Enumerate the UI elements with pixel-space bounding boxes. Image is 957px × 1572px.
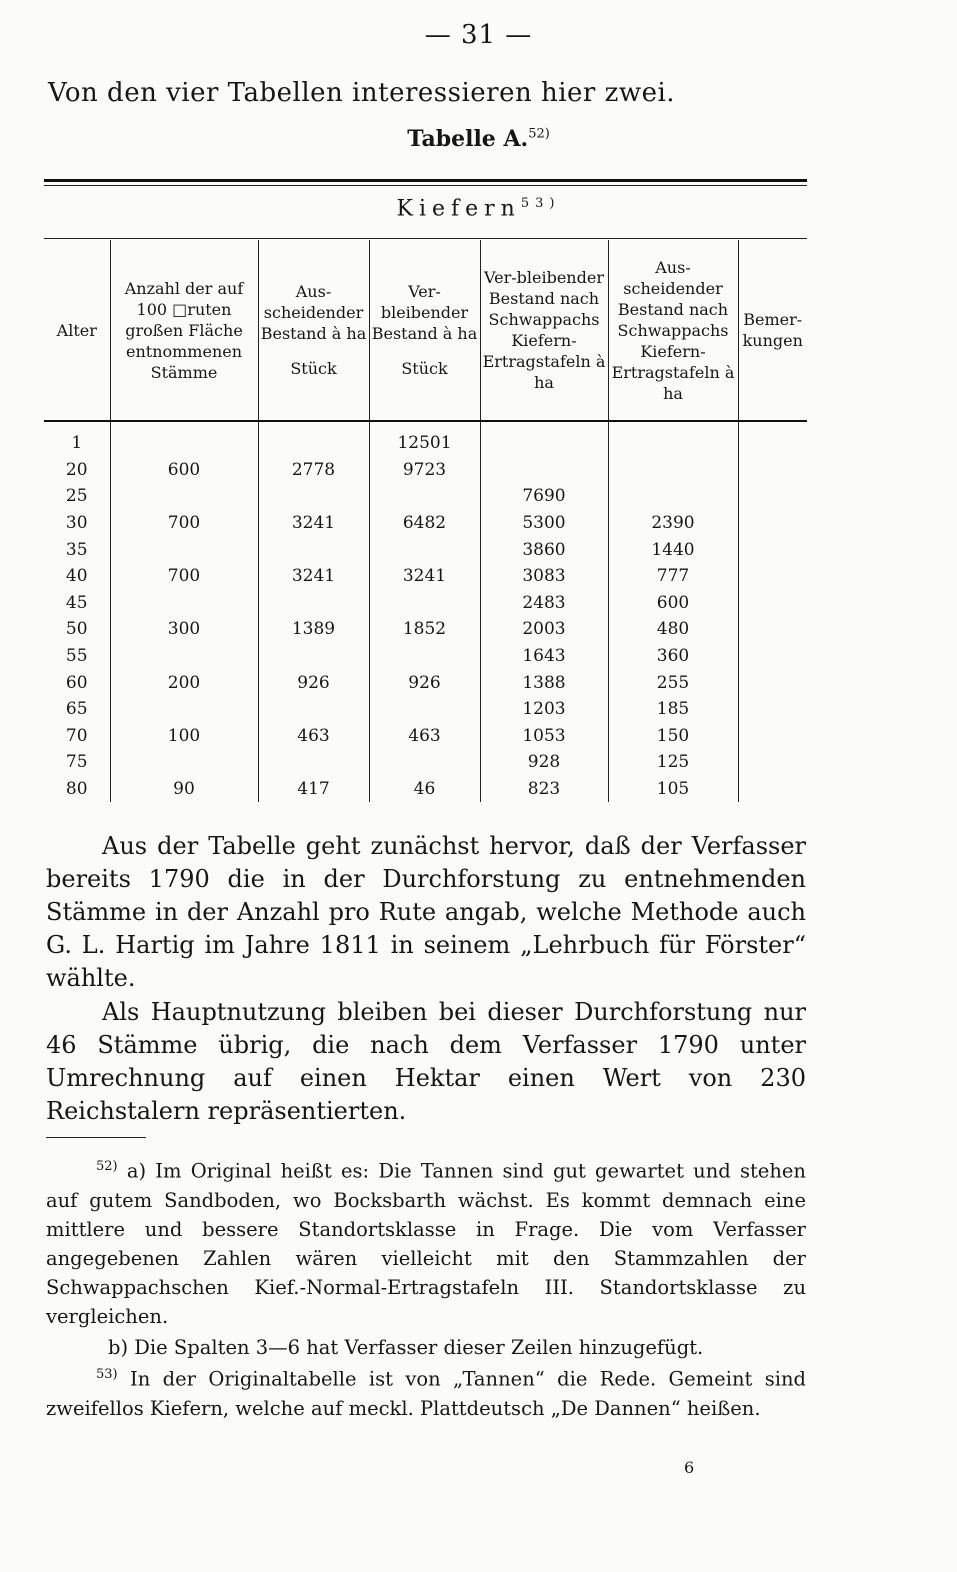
table-cell: 700 — [110, 563, 258, 590]
table-cell: 1440 — [608, 536, 738, 563]
table-cell — [369, 696, 480, 723]
table-body — [44, 421, 807, 802]
table-cell: 463 — [369, 723, 480, 750]
table-row — [44, 421, 807, 457]
col-header-removed-stock-unit: Stück — [290, 359, 337, 378]
table-cell — [738, 643, 807, 670]
signature-mark: 6 — [684, 1458, 695, 1477]
table-cell: 300 — [110, 616, 258, 643]
paragraph — [46, 996, 806, 1128]
table-cell: 3083 — [480, 563, 608, 590]
table-cell: 6482 — [369, 510, 480, 537]
table-cell — [110, 696, 258, 723]
table-cell — [738, 483, 807, 510]
table-cell — [110, 421, 258, 457]
table-cell: 55 — [65, 646, 88, 667]
page-number: — 31 — — [424, 20, 533, 50]
table-cell — [480, 457, 608, 484]
table-cell — [110, 536, 258, 563]
table-cell — [738, 669, 807, 696]
table-row — [44, 483, 807, 510]
table-cell: 926 — [369, 669, 480, 696]
table-cell: 12501 — [369, 421, 480, 457]
table-cell: 1389 — [258, 616, 369, 643]
table-cell — [258, 643, 369, 670]
table-cell — [110, 590, 258, 617]
data-table — [44, 240, 807, 802]
table-cell: 9723 — [369, 457, 480, 484]
table-title-ref: 52) — [528, 126, 550, 142]
table-cell — [369, 483, 480, 510]
footnote — [46, 1333, 806, 1362]
table-cell: 75 — [65, 752, 88, 773]
table-cell: 105 — [608, 776, 738, 803]
table-cell — [738, 696, 807, 723]
table-cell: 1388 — [480, 669, 608, 696]
table-cell: 3241 — [369, 563, 480, 590]
table-cell: 20 — [65, 459, 88, 480]
paragraph-text: Als Hauptnutzung bleiben bei dieser Durchforstung nur 46 Stämme übrig, die nach dem Verfasser 1790 unter Umrechnung auf einen Hektar einen Wert von 230 Reichstalern repräsentierten. — [46, 998, 806, 1125]
table-cell: 60 — [65, 672, 88, 693]
table-cell: 30 — [65, 513, 88, 534]
table-cell: 2390 — [608, 510, 738, 537]
footnote — [46, 1360, 806, 1423]
table-cell: 3241 — [258, 563, 369, 590]
table-cell: 40 — [65, 566, 88, 587]
table-title-text: Tabelle A. — [407, 126, 529, 152]
table-cell — [258, 536, 369, 563]
table-row — [44, 510, 807, 537]
footnote-ref: 52) — [96, 1159, 118, 1174]
header-top-rule — [44, 238, 807, 239]
table-cell: 50 — [65, 619, 88, 640]
table-cell — [258, 483, 369, 510]
table-cell: 1053 — [480, 723, 608, 750]
intro-sentence: Von den vier Tabellen interessieren hier zwei. — [48, 78, 676, 108]
table-cell: 3241 — [258, 510, 369, 537]
table-cell: 1 — [71, 433, 83, 454]
table-cell: 700 — [110, 510, 258, 537]
table-cell: 1203 — [480, 696, 608, 723]
table-title — [0, 126, 957, 152]
col-header-remaining-stock — [369, 240, 480, 421]
table-cell: 1852 — [369, 616, 480, 643]
table-cell: 125 — [608, 749, 738, 776]
table-row — [44, 590, 807, 617]
table-top-rule-thin — [44, 185, 807, 186]
table-cell: 3860 — [480, 536, 608, 563]
table-cell: 46 — [369, 776, 480, 803]
footnote-text: a) Im Original heißt es: Die Tannen sind gut gewartet und stehen auf gutem Sandboden, wo Bocksbarth wächst. Es kommt demnach eine mittlere und bessere Standortsklasse in Frage. Die vom Verfasser angegebenen Zahlen wären vielleicht mit den Stammzahlen der Schwappachschen Kief.-Normal-Ertragstafeln III. Standortsklasse zu vergleichen. — [46, 1159, 806, 1328]
table-cell — [608, 421, 738, 457]
table-cell — [738, 536, 807, 563]
col-header-schwappach-removed: Aus-scheidender Bestand nach Schwappachs Kiefern-Ertragstafeln à ha — [608, 240, 738, 421]
table-row — [44, 696, 807, 723]
col-header-schwappach-remaining: Ver-bleibender Bestand nach Schwappachs Kiefern-Ertragstafeln à ha — [480, 240, 608, 421]
col-header-remaining-stock-label: Ver-bleibender Bestand à ha — [371, 282, 478, 343]
table-cell — [369, 536, 480, 563]
table-cell: 600 — [608, 590, 738, 617]
table-cell: 100 — [110, 723, 258, 750]
table-row — [44, 723, 807, 750]
table-cell — [110, 483, 258, 510]
table-row — [44, 749, 807, 776]
table-cell: 5300 — [480, 510, 608, 537]
table-cell: 2003 — [480, 616, 608, 643]
table-cell — [738, 616, 807, 643]
table-cell: 200 — [110, 669, 258, 696]
table-caption-ref: 53) — [520, 196, 561, 211]
table-cell — [608, 457, 738, 484]
col-header-removed-stock-label: Aus-scheidender Bestand à ha — [260, 282, 367, 343]
table-cell: 600 — [110, 457, 258, 484]
table-cell — [738, 776, 807, 803]
table-cell: 777 — [608, 563, 738, 590]
table-cell — [258, 749, 369, 776]
footnote-separator — [46, 1137, 146, 1138]
table-top-rule — [44, 179, 807, 182]
col-header-remaining-stock-unit: Stück — [401, 359, 448, 378]
table-cell — [258, 421, 369, 457]
table-cell: 80 — [65, 779, 88, 800]
table-cell: 417 — [258, 776, 369, 803]
table-cell: 360 — [608, 643, 738, 670]
table-row — [44, 563, 807, 590]
table-cell: 480 — [608, 616, 738, 643]
col-header-remarks: Bemer-kungen — [738, 240, 807, 421]
table-cell — [738, 457, 807, 484]
table-cell — [480, 421, 608, 457]
table-cell: 25 — [65, 486, 88, 507]
table-cell — [738, 723, 807, 750]
table-row — [44, 669, 807, 696]
table-cell — [738, 510, 807, 537]
table-cell: 2778 — [258, 457, 369, 484]
table-row — [44, 616, 807, 643]
table-cell: 150 — [608, 723, 738, 750]
table-row — [44, 776, 807, 803]
table-cell: 90 — [110, 776, 258, 803]
table-row — [44, 457, 807, 484]
table-cell — [369, 590, 480, 617]
table-cell — [608, 483, 738, 510]
paragraph-text: Aus der Tabelle geht zunächst hervor, daß der Verfasser bereits 1790 die in der Durchforstung zu entnehmenden Stämme in der Anzahl pro Rute angab, welche Methode auch G. L. Hartig im Jahre 1811 in seinem „Lehrbuch für Förster“ wählte. — [46, 832, 806, 992]
table-row — [44, 536, 807, 563]
col-header-removed-stock — [258, 240, 369, 421]
footnote — [46, 1152, 806, 1331]
table-cell: 463 — [258, 723, 369, 750]
table-cell — [110, 643, 258, 670]
table-caption-text: Kiefern — [396, 196, 521, 222]
table-cell — [738, 563, 807, 590]
table-cell — [110, 749, 258, 776]
table-cell: 2483 — [480, 590, 608, 617]
col-header-removed-count: Anzahl der auf 100 □ruten großen Fläche entnommenen Stämme — [110, 240, 258, 421]
table-cell: 7690 — [480, 483, 608, 510]
table-row — [44, 643, 807, 670]
table-cell: 255 — [608, 669, 738, 696]
col-header-age: Alter — [56, 320, 97, 340]
table-cell — [738, 421, 807, 457]
table-caption — [0, 196, 957, 221]
table-cell: 926 — [258, 669, 369, 696]
table-cell — [738, 749, 807, 776]
table-header-row — [44, 240, 807, 421]
table-cell — [738, 590, 807, 617]
paragraph — [46, 830, 806, 995]
table-cell — [369, 749, 480, 776]
table-cell: 185 — [608, 696, 738, 723]
footnote-ref: 53) — [96, 1367, 118, 1382]
table-cell: 823 — [480, 776, 608, 803]
table-cell: 928 — [480, 749, 608, 776]
table-cell: 70 — [65, 725, 88, 746]
table-cell: 35 — [65, 539, 88, 560]
footnote-text: b) Die Spalten 3—6 hat Verfasser dieser Zeilen hinzugefügt. — [108, 1336, 704, 1359]
table-cell — [258, 696, 369, 723]
table-cell: 45 — [65, 592, 88, 613]
table-cell — [258, 590, 369, 617]
table-cell: 1643 — [480, 643, 608, 670]
footnote-text: In der Originaltabelle ist von „Tannen“ die Rede. Gemeint sind zweifellos Kiefern, welche auf meckl. Plattdeutsch „De Dannen“ heißen. — [46, 1367, 806, 1420]
table-cell — [369, 643, 480, 670]
table-cell: 65 — [65, 699, 88, 720]
